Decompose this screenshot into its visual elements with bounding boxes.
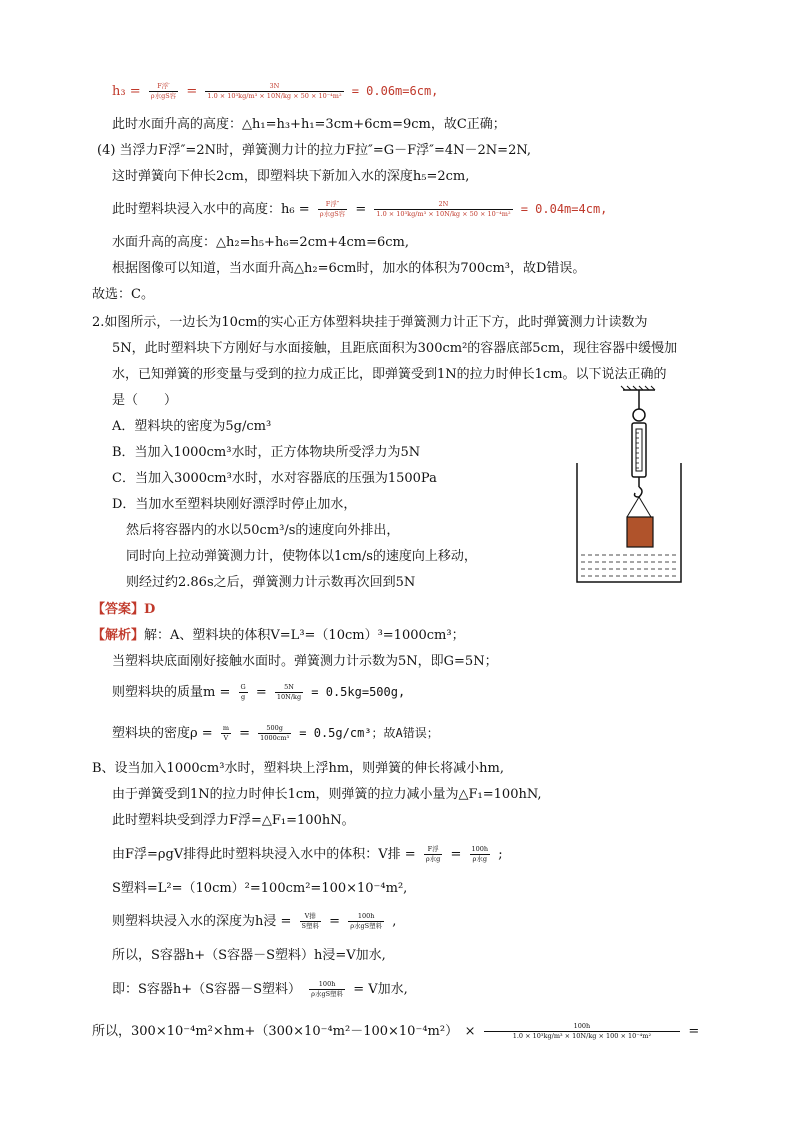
line-water-rise-1: 此时水面升高的高度：△h₁=h₃+h₁=3cm+6cm=9cm，故C正确； [112, 117, 506, 132]
eq-h3-frac2: $\frac{3N}{\text{1.0 × 10³kg/m³ × 10N/kg × 50 × 10⁻⁴m²}}$ [207, 82, 342, 100]
line-water-rise-2: 水面升高的高度：△h₂=h₅+h₆=2cm+4cm=6cm, [112, 235, 409, 250]
water-lines [581, 555, 677, 576]
option-a: A．塑料块的密度为5g/cm³ [112, 419, 272, 434]
eq-h6: 此时塑料块浸入水中的高度：h₆ = $\frac{\text{F浮″}}{\text{ρ水gS容}}$ = $\frac{2N}{\text{1.0 × 10³kg/m³ × 10N/kg × 50 × 10⁻⁴m²}}$ = 0.04m=4cm, [112, 200, 608, 218]
eq-h3-frac1: $\frac{\text{F浮′}}{\text{ρ水gS容}}$ [150, 82, 177, 100]
eq-vpai: 由F浮=ρgV排得此时塑料块浸入水中的体积：V排 = $\frac{\text{F浮}}{\text{ρ水g}}$ = $\frac{100h}{\text{ρ水g}}$ ; [112, 845, 503, 863]
question-2-line3: 水，已知弹簧的形变量与受到的拉力成正比，即弹簧受到1N的拉力时伸长1cm。以下说法正确的 [112, 367, 667, 382]
b-line1: B、设当加入1000cm³水时，塑料块上浮hm，则弹簧的伸长将减小hm, [92, 761, 504, 776]
analysis-line1: 【解析】解：A、塑料块的体积V=L³=（10cm）³=1000cm³； [92, 628, 465, 643]
eq-h-jin: 则塑料块浸入水的深度为h浸 = $\frac{\text{V排}}{\text{S塑料}}$ = $\frac{100h}{\text{ρ水gS塑料}}$ , [112, 912, 397, 930]
line-spring-extension: 这时弹簧向下伸长2cm，即塑料块下新加入水的深度h₅=2cm, [112, 169, 470, 184]
line-choice-c: 故选：C。 [92, 287, 154, 302]
option-b: B．当加入1000cm³水时，正方体物块所受浮力为5N [112, 445, 421, 460]
plastic-block [627, 517, 653, 547]
answer-line: 【答案】D [92, 602, 156, 617]
spring-scale-figure [575, 385, 685, 585]
lower-hook [635, 487, 643, 497]
eq-v-add-water: 即：S容器h+（S容器－S塑料） $\frac{100h}{\text{ρ水gS塑料}}$ = V加水, [112, 980, 408, 998]
option-d-line3: 同时向上拉动弹簧测力计，使物体以1cm/s的速度向上移动， [126, 549, 477, 564]
top-ring [633, 409, 645, 421]
b-line2: 由于弹簧受到1N的拉力时伸长1cm，则弹簧的拉力减小量为△F₁=100hN, [112, 787, 542, 802]
analysis-tag: 【解析】 [92, 628, 145, 643]
eq-density: 塑料块的密度ρ = $\frac{m}{V}$ = $\frac{500g}{\text{1000cm³}}$ = 0.5g/cm³；故A错误； [112, 724, 439, 742]
eq-final: 所以，300×10⁻⁴m²×hm+（300×10⁻⁴m²－100×10⁻⁴m²） × $\frac{100h}{\text{1.0 × 10³kg/m³ × 10N/kg × 100 × 10⁻⁴m²}}$ = [92, 1022, 700, 1040]
b-line7: 所以，S容器h+（S容器－S塑料）h浸=V加水, [112, 948, 386, 963]
question-2-line4: 是（ ） [112, 393, 178, 408]
b-line3: 此时塑料块受到浮力F浮=△F₁=100hN。 [112, 813, 355, 828]
line-graph-conclusion: 根据图像可以知道，当水面升高△h₂=6cm时，加水的体积为700cm³，故D错误。 [112, 261, 586, 276]
option-d-line4: 则经过约2.86s之后，弹簧测力计示数再次回到5N [126, 575, 416, 590]
option-d-line2: 然后将容器内的水以50cm³/s的速度向外排出， [126, 523, 400, 538]
eq-mass: 则塑料块的质量m = $\frac{G}{g}$ = $\frac{5N}{10N/kg}$ = 0.5kg=500g, [112, 683, 406, 701]
b-line5: S塑料=L²=（10cm）²=100cm²=100×10⁻⁴m², [112, 881, 408, 896]
question-2-line2: 5N，此时塑料块下方刚好与水面接触，且距底面积为300cm²的容器底部5cm，现往容器中缓慢加 [112, 341, 678, 356]
question-2-line1: 2.如图所示，一边长为10cm的实心正方体塑料块挂于弹簧测力计正下方，此时弹簧测力计读数为 [92, 315, 648, 330]
option-c: C．当加入3000cm³水时，水对容器底的压强为1500Pa [112, 471, 437, 486]
line-part4: (4) 当浮力F浮″=2N时，弹簧测力计的拉力F拉″=G－F浮″=4N－2N=2N, [97, 143, 532, 158]
eq-h3: h₃ = $\frac{\text{F浮′}}{\text{ρ水gS容}}$ = $\frac{3N}{\text{1.0 × 10³kg/m³ × 10N/kg × 50 × 10⁻⁴m²}}$ = 0.06m=6cm, [112, 82, 439, 100]
option-d-line1: D．当加水至塑料块刚好漂浮时停止加水， [112, 497, 357, 512]
eq-h3-lhs: h₃ = [112, 84, 141, 99]
analysis-line2: 当塑料块底面刚好接触水面时。弹簧测力计示数为5N，即G=5N； [112, 654, 498, 669]
